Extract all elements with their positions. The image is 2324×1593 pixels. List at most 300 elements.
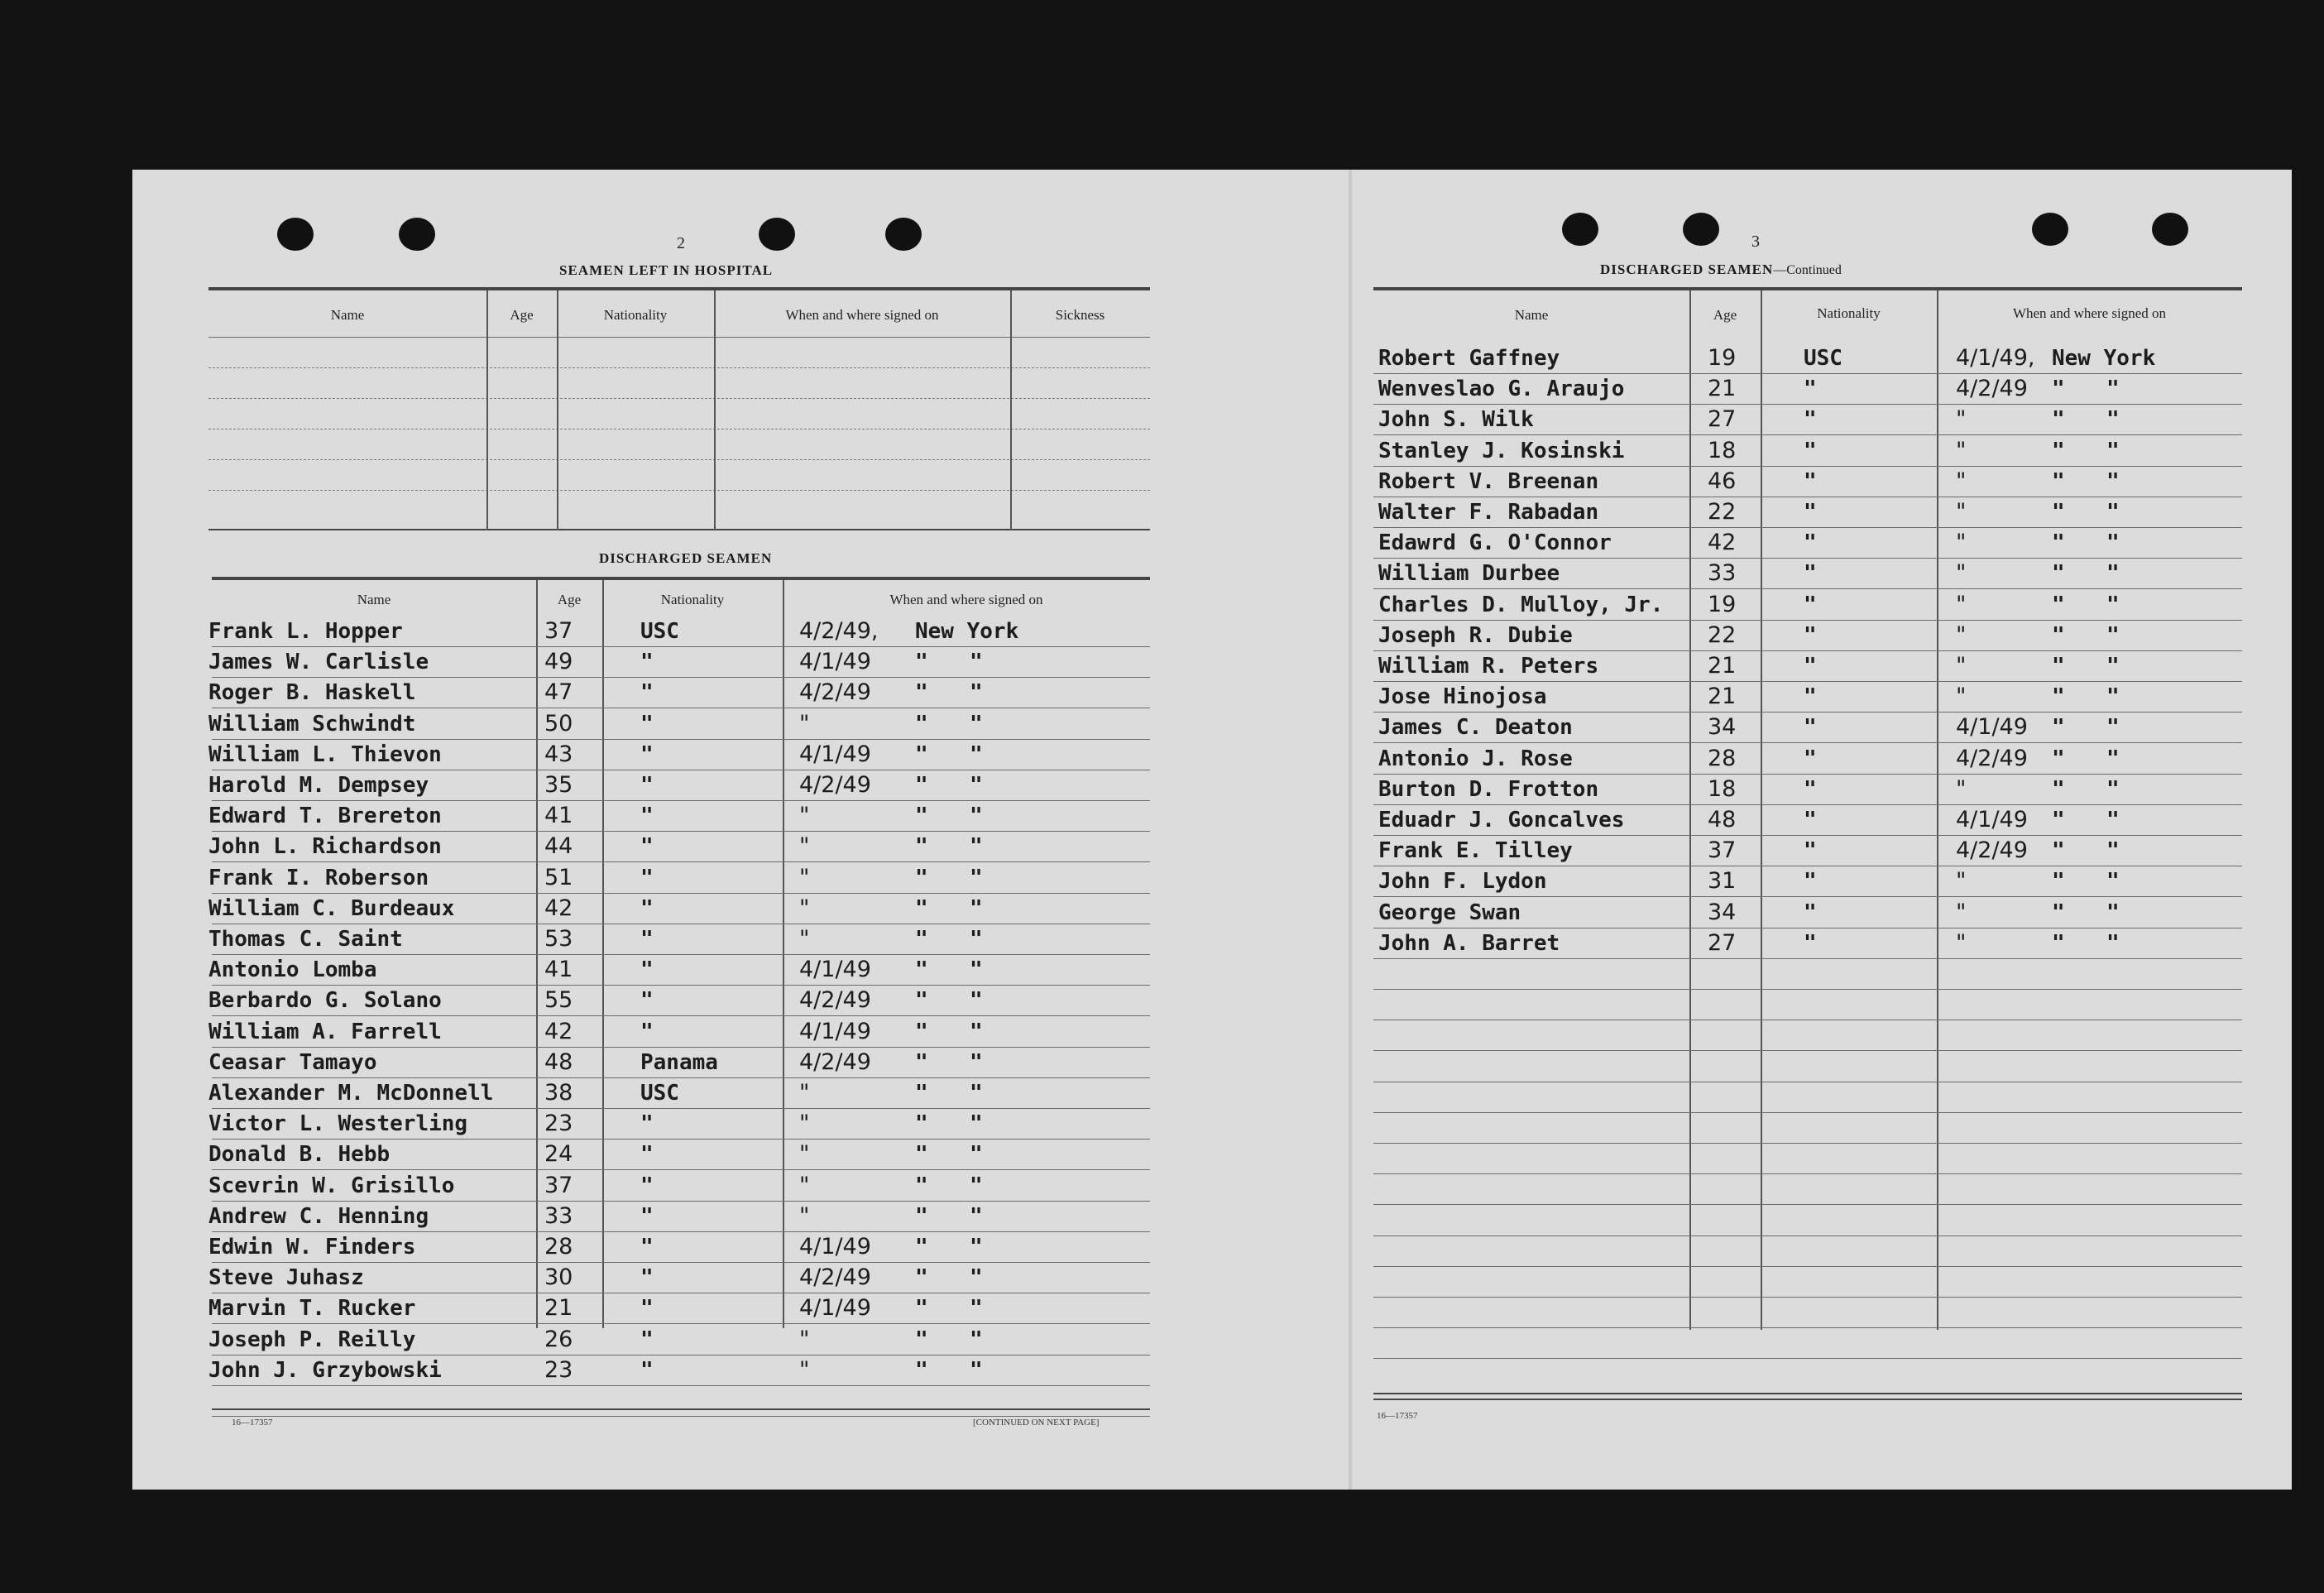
table-row bbox=[132, 1140, 1150, 1169]
signed-on-place: " bbox=[2052, 776, 2065, 802]
seaman-age: 42 bbox=[1708, 530, 1737, 556]
seaman-name: William C. Burdeaux bbox=[208, 895, 455, 921]
seaman-nationality: Panama bbox=[640, 1049, 718, 1075]
signed-on-date: 4/2/49 bbox=[799, 987, 871, 1014]
title-main: DISCHARGED SEAMEN bbox=[1600, 262, 1774, 277]
seaman-age: 48 bbox=[1708, 807, 1737, 832]
seaman-name: Steve Juhasz bbox=[208, 1265, 364, 1291]
seaman-nationality: " bbox=[640, 711, 654, 737]
signed-on-place: New York bbox=[2052, 346, 2156, 371]
seaman-name: William L. Thievon bbox=[208, 741, 442, 767]
rule bbox=[208, 398, 1150, 399]
seaman-nationality: " bbox=[1804, 930, 1817, 956]
header-age: Age bbox=[557, 592, 582, 607]
seaman-age: 33 bbox=[544, 1202, 573, 1229]
seaman-age: 28 bbox=[1708, 745, 1737, 771]
table-row bbox=[1352, 866, 2242, 896]
row-line bbox=[1373, 1204, 2242, 1205]
signed-on-place: " bbox=[915, 1203, 928, 1229]
seaman-age: 23 bbox=[544, 1111, 573, 1137]
signed-on-ditto: " bbox=[970, 1327, 983, 1352]
signed-on-date: 4/1/49 bbox=[1956, 807, 2028, 832]
signed-on-ditto: " bbox=[970, 1357, 983, 1383]
table-row bbox=[1352, 374, 2242, 404]
seaman-age: 26 bbox=[544, 1326, 573, 1352]
seaman-age: 41 bbox=[544, 957, 573, 983]
seaman-age: 23 bbox=[544, 1356, 573, 1383]
signed-on-date: 4/2/49 bbox=[799, 1264, 871, 1291]
table-row bbox=[132, 740, 1150, 770]
signed-on-place: " bbox=[915, 1081, 928, 1106]
seaman-name: Andrew C. Henning bbox=[208, 1203, 429, 1229]
signed-on-place: " bbox=[915, 773, 928, 798]
table-row bbox=[132, 955, 1150, 985]
signed-on-ditto: " bbox=[2106, 930, 2120, 956]
table-row bbox=[132, 1263, 1150, 1293]
seaman-nationality: " bbox=[640, 927, 654, 952]
signed-on-date: 4/2/49 bbox=[1956, 745, 2028, 771]
signed-on-ditto: " bbox=[2106, 838, 2120, 864]
signed-on-place: " bbox=[2052, 869, 2065, 895]
signed-on-place: " bbox=[915, 804, 928, 829]
signed-on-ditto: " bbox=[2106, 530, 2120, 556]
column-divider bbox=[714, 290, 716, 530]
signed-on-place: " bbox=[915, 895, 928, 921]
signed-on-ditto: " bbox=[970, 865, 983, 890]
signed-on-ditto: " bbox=[970, 804, 983, 829]
table-row bbox=[1352, 898, 2242, 928]
signed-on-date: 4/2/49 bbox=[799, 1048, 871, 1075]
row-line bbox=[1373, 989, 2242, 990]
header-name: Name bbox=[357, 592, 391, 607]
signed-on-place: " bbox=[2052, 438, 2065, 463]
seaman-age: 42 bbox=[544, 1018, 573, 1044]
header-signed-on: When and where signed on bbox=[889, 592, 1043, 607]
seaman-age: 49 bbox=[544, 649, 573, 675]
row-line bbox=[1373, 1327, 2242, 1328]
seaman-age: 30 bbox=[544, 1264, 573, 1291]
signed-on-place: " bbox=[2052, 407, 2065, 433]
seaman-name: John F. Lydon bbox=[1378, 869, 1547, 895]
seaman-age: 18 bbox=[1708, 437, 1737, 463]
header-nationality: Nationality bbox=[603, 307, 668, 323]
table-row bbox=[1352, 651, 2242, 681]
seaman-nationality: " bbox=[640, 1142, 654, 1168]
table-row bbox=[132, 1171, 1150, 1201]
signed-on-date: " bbox=[1956, 499, 1967, 525]
signed-on-ditto: " bbox=[970, 1081, 983, 1106]
header-name: Name bbox=[330, 307, 365, 323]
signed-on-place: " bbox=[2052, 377, 2065, 402]
signed-on-ditto: " bbox=[970, 927, 983, 952]
signed-on-date: " bbox=[799, 864, 810, 890]
signed-on-date: " bbox=[1956, 653, 1967, 679]
signed-on-date: 4/2/49 bbox=[1956, 376, 2028, 402]
table-row bbox=[132, 647, 1150, 677]
seaman-name: Donald B. Hebb bbox=[208, 1142, 391, 1168]
signed-on-ditto: " bbox=[2106, 684, 2120, 710]
seaman-name: Edward T. Brereton bbox=[208, 804, 442, 829]
table-row bbox=[1352, 836, 2242, 866]
seaman-name: Ceasar Tamayo bbox=[208, 1049, 377, 1075]
seaman-nationality: " bbox=[640, 895, 654, 921]
signed-on-ditto: " bbox=[2106, 776, 2120, 802]
signed-on-ditto: " bbox=[2106, 561, 2120, 587]
signed-on-date: " bbox=[1956, 591, 1967, 617]
signed-on-ditto: " bbox=[2106, 500, 2120, 525]
seaman-name: Eduadr J. Goncalves bbox=[1378, 808, 1625, 832]
signed-on-ditto: " bbox=[2106, 808, 2120, 832]
seaman-nationality: " bbox=[1804, 715, 1817, 741]
table-row bbox=[1352, 775, 2242, 804]
seaman-name: Walter F. Rabadan bbox=[1378, 500, 1599, 525]
seaman-age: 19 bbox=[1708, 345, 1737, 371]
signed-on-place: " bbox=[915, 834, 928, 860]
header-name: Name bbox=[1514, 307, 1549, 323]
row-line bbox=[1373, 1297, 2242, 1298]
left-page bbox=[132, 170, 1349, 1490]
signed-on-place: " bbox=[2052, 622, 2065, 648]
signed-on-date: " bbox=[799, 1172, 810, 1198]
signed-on-date: " bbox=[1956, 929, 1967, 956]
seaman-nationality: " bbox=[1804, 500, 1817, 525]
row-line bbox=[1373, 1173, 2242, 1174]
signed-on-ditto: " bbox=[2106, 377, 2120, 402]
form-number: 16—17357 bbox=[1377, 1411, 1418, 1421]
seaman-nationality: USC bbox=[640, 619, 679, 644]
seaman-nationality: " bbox=[640, 834, 654, 860]
seaman-nationality: " bbox=[640, 957, 654, 983]
seaman-age: 24 bbox=[544, 1141, 573, 1168]
signed-on-ditto: " bbox=[2106, 622, 2120, 648]
seaman-name: Victor L. Westerling bbox=[208, 1111, 468, 1137]
header-age: Age bbox=[1713, 307, 1737, 323]
seaman-name: Harold M. Dempsey bbox=[208, 773, 429, 798]
seaman-name: George Swan bbox=[1378, 900, 1521, 925]
signed-on-ditto: " bbox=[970, 1235, 983, 1260]
seaman-nationality: " bbox=[1804, 407, 1817, 433]
table-row bbox=[1352, 528, 2242, 558]
signed-on-date: " bbox=[799, 1356, 810, 1383]
table-row bbox=[1352, 621, 2242, 650]
hospital-section-title: SEAMEN LEFT IN HOSPITAL bbox=[559, 262, 774, 278]
seaman-age: 41 bbox=[544, 803, 573, 829]
signed-on-date: " bbox=[799, 710, 810, 737]
seaman-age: 27 bbox=[1708, 406, 1737, 433]
signed-on-date: " bbox=[799, 895, 810, 921]
signed-on-place: " bbox=[915, 680, 928, 706]
signed-on-date: 4/2/49 bbox=[1956, 837, 2028, 864]
seaman-name: Frank E. Tilley bbox=[1378, 838, 1573, 864]
header-sickness: Sickness bbox=[1055, 307, 1105, 323]
signed-on-ditto: " bbox=[2106, 900, 2120, 925]
rule bbox=[212, 1408, 1150, 1410]
signed-on-place: " bbox=[915, 1142, 928, 1168]
signed-on-place: " bbox=[915, 927, 928, 952]
seaman-nationality: " bbox=[640, 1203, 654, 1229]
seaman-nationality: " bbox=[1804, 900, 1817, 925]
seaman-age: 47 bbox=[544, 679, 573, 706]
seaman-name: Antonio J. Rose bbox=[1378, 746, 1573, 771]
seaman-nationality: USC bbox=[640, 1081, 679, 1106]
continued-note: [CONTINUED ON NEXT PAGE] bbox=[973, 1418, 1100, 1427]
rule bbox=[212, 577, 1150, 580]
seaman-name: Thomas C. Saint bbox=[208, 927, 403, 952]
signed-on-place: " bbox=[2052, 808, 2065, 832]
seaman-name: William Schwindt bbox=[208, 711, 416, 737]
seaman-age: 34 bbox=[1708, 714, 1737, 741]
seaman-nationality: " bbox=[640, 1265, 654, 1291]
signed-on-date: " bbox=[1956, 868, 1967, 895]
table-row bbox=[132, 1078, 1150, 1108]
table-row bbox=[132, 1109, 1150, 1139]
column-divider bbox=[557, 290, 558, 530]
seaman-age: 31 bbox=[1708, 868, 1737, 895]
seaman-age: 34 bbox=[1708, 899, 1737, 925]
signed-on-ditto: " bbox=[970, 1203, 983, 1229]
signed-on-ditto: " bbox=[2106, 746, 2120, 771]
seaman-nationality: " bbox=[1804, 438, 1817, 463]
signed-on-date: 4/1/49 bbox=[1956, 714, 2028, 741]
signed-on-date: 4/1/49 bbox=[799, 957, 871, 983]
signed-on-place: " bbox=[2052, 654, 2065, 679]
signed-on-date: " bbox=[1956, 468, 1967, 494]
seaman-nationality: " bbox=[640, 1019, 654, 1044]
signed-on-place: " bbox=[2052, 838, 2065, 864]
signed-on-ditto: " bbox=[970, 680, 983, 706]
rule bbox=[208, 337, 1150, 338]
table-row bbox=[132, 924, 1150, 954]
signed-on-ditto: " bbox=[970, 1173, 983, 1198]
signed-on-date: " bbox=[1956, 899, 1967, 925]
table-row bbox=[132, 1017, 1150, 1047]
signed-on-date: " bbox=[799, 803, 810, 829]
row-line bbox=[1373, 958, 2242, 959]
signed-on-place: " bbox=[915, 1265, 928, 1291]
seaman-name: Robert V. Breenan bbox=[1378, 468, 1599, 494]
seaman-name: James C. Deaton bbox=[1378, 715, 1573, 741]
signed-on-ditto: " bbox=[2106, 592, 2120, 617]
signed-on-place: " bbox=[915, 1235, 928, 1260]
seaman-nationality: " bbox=[1804, 654, 1817, 679]
seaman-name: John J. Grzybowski bbox=[208, 1357, 442, 1383]
rule bbox=[208, 287, 1150, 290]
signed-on-date: 4/1/49 bbox=[799, 1018, 871, 1044]
column-divider bbox=[1010, 290, 1012, 530]
seaman-age: 48 bbox=[544, 1048, 573, 1075]
seaman-name: John A. Barret bbox=[1378, 930, 1560, 956]
table-row bbox=[132, 678, 1150, 708]
signed-on-ditto: " bbox=[970, 1142, 983, 1168]
seaman-nationality: " bbox=[640, 741, 654, 767]
seaman-name: John S. Wilk bbox=[1378, 407, 1534, 433]
signed-on-date: 4/2/49 bbox=[799, 679, 871, 706]
seaman-nationality: " bbox=[640, 988, 654, 1014]
rule bbox=[1373, 1393, 2242, 1394]
table-row bbox=[1352, 559, 2242, 588]
seaman-nationality: " bbox=[1804, 838, 1817, 864]
signed-on-date: " bbox=[1956, 684, 1967, 710]
table-row bbox=[1352, 467, 2242, 497]
signed-on-place: " bbox=[2052, 592, 2065, 617]
seaman-nationality: " bbox=[1804, 776, 1817, 802]
seaman-name: William R. Peters bbox=[1378, 654, 1599, 679]
signed-on-place: " bbox=[2052, 530, 2065, 556]
seaman-name: Wenveslao G. Araujo bbox=[1378, 377, 1625, 402]
signed-on-place: " bbox=[915, 741, 928, 767]
signed-on-place: " bbox=[2052, 746, 2065, 771]
signed-on-place: " bbox=[2052, 561, 2065, 587]
table-row bbox=[132, 1355, 1150, 1385]
signed-on-place: New York bbox=[915, 619, 1019, 644]
seaman-name: Alexander M. McDonnell bbox=[208, 1081, 494, 1106]
discharged-continued-title bbox=[1600, 262, 1842, 278]
table-row bbox=[1352, 928, 2242, 958]
table-row bbox=[132, 1325, 1150, 1355]
signed-on-ditto: " bbox=[970, 1049, 983, 1075]
signed-on-date: 4/1/49 bbox=[799, 1234, 871, 1260]
seaman-name: William Durbee bbox=[1378, 561, 1560, 587]
header-age: Age bbox=[510, 307, 534, 323]
seaman-name: Charles D. Mulloy, Jr. bbox=[1378, 592, 1664, 617]
seaman-age: 37 bbox=[1708, 837, 1737, 864]
signed-on-place: " bbox=[915, 865, 928, 890]
signed-on-place: " bbox=[2052, 500, 2065, 525]
page-number: 2 bbox=[677, 234, 685, 252]
signed-on-ditto: " bbox=[970, 895, 983, 921]
rule bbox=[208, 367, 1150, 368]
seaman-age: 19 bbox=[1708, 591, 1737, 617]
signed-on-date: " bbox=[799, 1202, 810, 1229]
signed-on-ditto: " bbox=[970, 711, 983, 737]
seaman-age: 51 bbox=[544, 864, 573, 890]
signed-on-place: " bbox=[2052, 715, 2065, 741]
seaman-name: Jose Hinojosa bbox=[1378, 684, 1547, 710]
seaman-nationality: " bbox=[640, 650, 654, 675]
signed-on-date: 4/2/49 bbox=[799, 772, 871, 798]
rule bbox=[208, 529, 1150, 530]
discharged-section-title: DISCHARGED SEAMEN bbox=[599, 550, 773, 566]
seaman-name: John L. Richardson bbox=[208, 834, 442, 860]
signed-on-date: " bbox=[799, 926, 810, 952]
signed-on-place: " bbox=[2052, 900, 2065, 925]
table-row bbox=[1352, 713, 2242, 742]
table-row bbox=[132, 986, 1150, 1015]
seaman-nationality: " bbox=[640, 865, 654, 890]
seaman-name: Edwin W. Finders bbox=[208, 1235, 416, 1260]
row-line bbox=[1373, 1112, 2242, 1113]
seaman-age: 37 bbox=[544, 618, 573, 644]
seaman-name: Frank L. Hopper bbox=[208, 619, 403, 644]
signed-on-ditto: " bbox=[2106, 438, 2120, 463]
seaman-name: Antonio Lomba bbox=[208, 957, 377, 983]
column-divider bbox=[486, 290, 488, 530]
rule bbox=[208, 459, 1150, 460]
seaman-name: Joseph P. Reilly bbox=[208, 1327, 416, 1352]
signed-on-date: " bbox=[799, 833, 810, 860]
signed-on-place: " bbox=[915, 1173, 928, 1198]
seaman-nationality: " bbox=[640, 1327, 654, 1352]
seaman-nationality: USC bbox=[1804, 346, 1842, 371]
table-row bbox=[132, 832, 1150, 861]
seaman-name: Berbardo G. Solano bbox=[208, 988, 442, 1014]
signed-on-date: 4/1/49 bbox=[799, 1295, 871, 1322]
seaman-age: 22 bbox=[1708, 499, 1737, 525]
seaman-nationality: " bbox=[640, 1235, 654, 1260]
table-row bbox=[132, 1232, 1150, 1262]
header-signed-on: When and where signed on bbox=[785, 307, 939, 323]
seaman-age: 53 bbox=[544, 926, 573, 952]
row-line bbox=[1373, 1266, 2242, 1267]
signed-on-date: " bbox=[1956, 437, 1967, 463]
seaman-nationality: " bbox=[1804, 869, 1817, 895]
signed-on-place: " bbox=[915, 1357, 928, 1383]
signed-on-place: " bbox=[915, 711, 928, 737]
table-row bbox=[1352, 497, 2242, 527]
table-row bbox=[1352, 805, 2242, 835]
signed-on-date: " bbox=[1956, 621, 1967, 648]
signed-on-date: " bbox=[799, 1080, 810, 1106]
seaman-name: James W. Carlisle bbox=[208, 650, 429, 675]
table-row bbox=[132, 894, 1150, 924]
seaman-age: 50 bbox=[544, 710, 573, 737]
seaman-name: Scevrin W. Grisillo bbox=[208, 1173, 455, 1198]
signed-on-date: " bbox=[799, 1111, 810, 1137]
seaman-age: 44 bbox=[544, 833, 573, 860]
seaman-nationality: " bbox=[1804, 530, 1817, 556]
signed-on-ditto: " bbox=[970, 773, 983, 798]
signed-on-place: " bbox=[915, 650, 928, 675]
header-signed-on: When and where signed on bbox=[2012, 305, 2167, 321]
seaman-age: 35 bbox=[544, 772, 573, 798]
rule bbox=[1373, 1399, 2242, 1400]
seaman-age: 27 bbox=[1708, 929, 1737, 956]
seaman-age: 55 bbox=[544, 987, 573, 1014]
signed-on-date: " bbox=[1956, 530, 1967, 556]
seaman-nationality: " bbox=[640, 1296, 654, 1322]
header-nationality: Nationality bbox=[1817, 305, 1881, 321]
signed-on-place: " bbox=[915, 957, 928, 983]
signed-on-ditto: " bbox=[970, 1111, 983, 1137]
signed-on-ditto: " bbox=[970, 1265, 983, 1291]
signed-on-ditto: " bbox=[970, 834, 983, 860]
seaman-age: 28 bbox=[544, 1234, 573, 1260]
seaman-nationality: " bbox=[1804, 746, 1817, 771]
signed-on-date: " bbox=[799, 1141, 810, 1168]
table-row bbox=[1352, 744, 2242, 774]
signed-on-place: " bbox=[2052, 930, 2065, 956]
seaman-age: 21 bbox=[1708, 376, 1737, 402]
table-row bbox=[132, 1202, 1150, 1231]
seaman-name: Frank I. Roberson bbox=[208, 865, 429, 890]
row-line bbox=[212, 1416, 1150, 1417]
signed-on-date: " bbox=[799, 1326, 810, 1352]
seaman-age: 21 bbox=[544, 1295, 573, 1322]
seaman-age: 18 bbox=[1708, 775, 1737, 802]
seaman-nationality: " bbox=[640, 804, 654, 829]
form-number: 16—17357 bbox=[232, 1418, 273, 1427]
signed-on-place: " bbox=[915, 1019, 928, 1044]
seaman-nationality: " bbox=[1804, 622, 1817, 648]
table-row bbox=[1352, 343, 2242, 373]
table-row bbox=[132, 801, 1150, 831]
seaman-name: Burton D. Frotton bbox=[1378, 776, 1599, 802]
seaman-name: Robert Gaffney bbox=[1378, 346, 1560, 371]
signed-on-ditto: " bbox=[2106, 869, 2120, 895]
signed-on-ditto: " bbox=[970, 988, 983, 1014]
signed-on-ditto: " bbox=[970, 650, 983, 675]
table-row bbox=[1352, 590, 2242, 620]
